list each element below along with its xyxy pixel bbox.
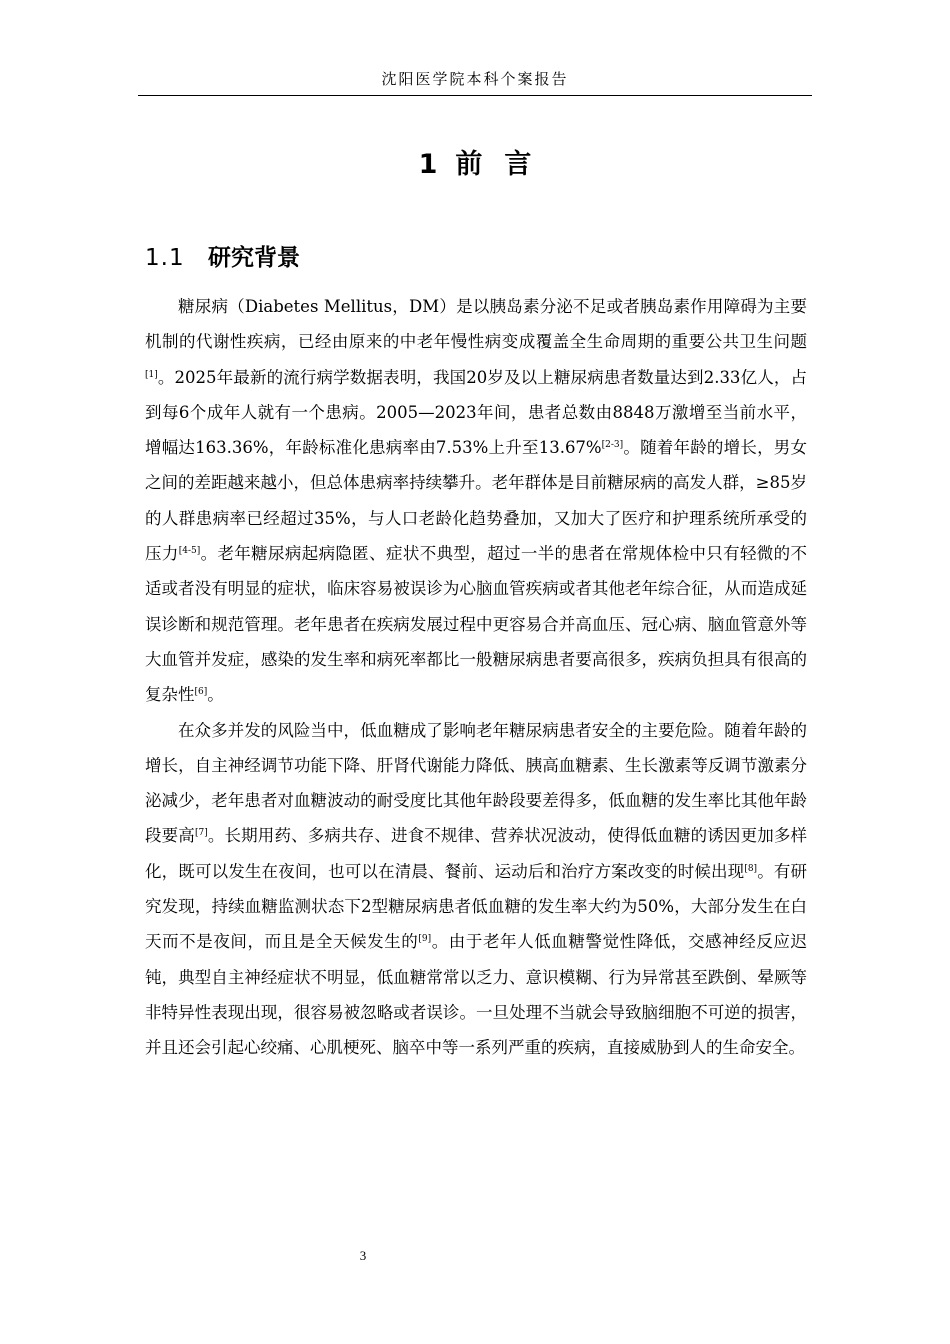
- chapter-title: [138, 145, 812, 185]
- section-title: 研究背景: [208, 245, 300, 271]
- citation-ref: [9]: [418, 934, 432, 945]
- chapter-number: 1: [418, 149, 438, 180]
- paragraph-text: 。长期用药、多病共存、进食不规律、营养状况波动，使得低血糖的诱因更加多样化，既可以发生在夜间，也可以在清晨、餐前、运动后和治疗方案改变的时候出现: [145, 826, 808, 881]
- chapter-title-part2: 言: [504, 149, 532, 180]
- body-paragraph: [145, 289, 807, 713]
- paragraph-text: 。由于老年人低血糖警觉性降低，交感神经反应迟钝，典型自主神经症状不明显，低血糖常常以乏力、意识模糊、行为异常甚至跌倒、晕厥等非特异性表现出现，很容易被忽略或者误诊。一旦处理不当就会导致脑细胞不可逆的损害，并且还会引起心绞痛、心肌梗死、脑卒中等一系列严重的疾病，直接威胁到人的生命安全。: [145, 932, 808, 1058]
- body-paragraph: [145, 713, 807, 1066]
- paragraph-text: 在众多并发的风险当中，低血糖成了影响老年糖尿病患者安全的主要危险。随着年龄的增长，自主神经调节功能下降、肝肾代谢能力降低、胰高血糖素、生长激素等反调节激素分泌减少，老年患者对血糖波动的耐受度比其他年龄段要差得多，低血糖的发生率比其他年龄段要高: [145, 720, 807, 846]
- paragraph-text: 。有研究发现，持续血糖监测状态下2型糖尿病患者低血糖的发生率大约为50%，大部分发生在白天而不是夜间，而且是全天候发生的: [145, 861, 808, 952]
- header-divider: [138, 95, 812, 96]
- citation-ref: [7]: [194, 828, 208, 839]
- page-header-title: 沈阳医学院本科个案报告: [381, 70, 569, 88]
- citation-ref: [4-5]: [178, 546, 201, 557]
- page-number: 3: [359, 1248, 367, 1263]
- section-heading: [145, 240, 300, 276]
- paragraph-text: 。: [207, 685, 224, 705]
- citation-ref: [2-3]: [601, 440, 624, 451]
- paragraph-text: 糖尿病（Diabetes Mellitus，DM）是以胰岛素分泌不足或者胰岛素作用障碍为主要机制的代谢性疾病，已经由原来的中老年慢性病变成覆盖全生命周期的重要公共卫生问题: [145, 297, 807, 352]
- paragraph-text: 。2025年最新的流行病学数据表明，我国20岁及以上糖尿病患者数量达到2.33亿人，占到每6个成年人就有一个患病。2005—2023年间，患者总数由8848万激增至当前水平，增幅达163.36%，年龄标准化患病率由7.53%上升至13.67%: [145, 367, 807, 458]
- citation-ref: [8]: [744, 863, 758, 874]
- section-number: 1.1: [145, 245, 185, 271]
- paragraph-text: 。随着年龄的增长，男女之间的差距越来越小，但总体患病率持续攀升。老年群体是目前糖尿病的高发人群，≥85岁的人群患病率已经超过35%，与人口老龄化趋势叠加，又加大了医疗和护理系统所承受的压力: [145, 438, 808, 564]
- citation-ref: [6]: [194, 687, 208, 698]
- chapter-title-part1: 前: [455, 149, 483, 180]
- paragraph-text: 。老年糖尿病起病隐匿、症状不典型，超过一半的患者在常规体检中只有轻微的不适或者没有明显的症状，临床容易被误诊为心脑血管疾病或者其他老年综合征，从而造成延误诊断和规范管理。老年患者在疾病发展过程中更容易合并高血压、冠心病、脑血管意外等大血管并发症，感染的发生率和病死率都比一般糖尿病患者要高很多，疾病负担具有很高的复杂性: [145, 544, 808, 705]
- body-text: [145, 289, 807, 1066]
- citation-ref: [1]: [145, 369, 158, 380]
